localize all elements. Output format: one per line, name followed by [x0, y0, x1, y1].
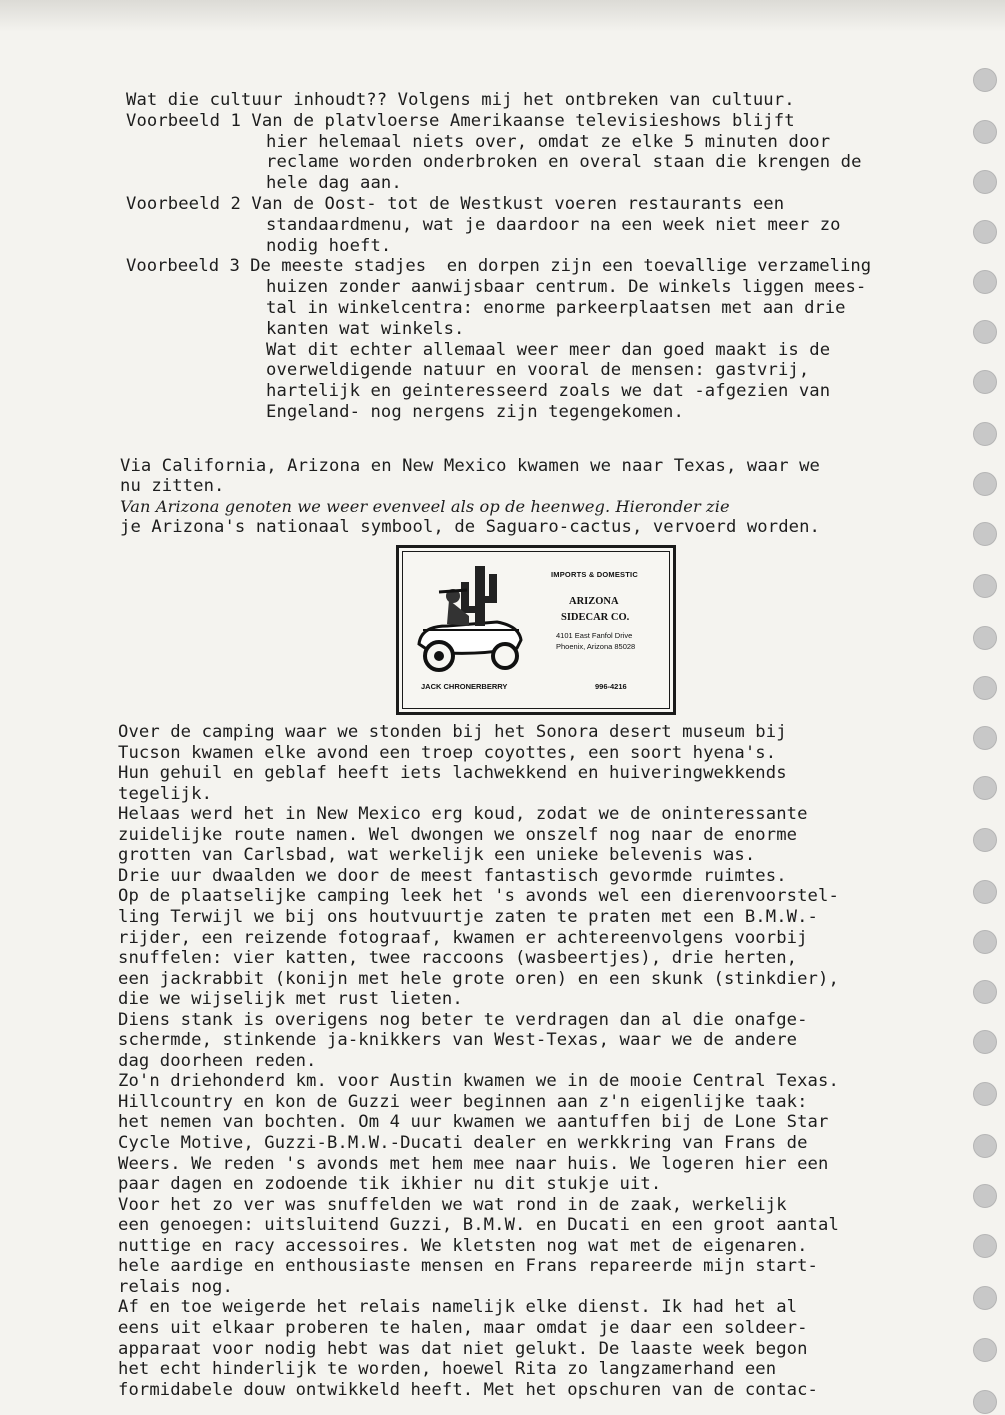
card-address-line-2: Phoenix, Arizona 85028 [556, 642, 636, 651]
binder-hole [973, 676, 997, 700]
text-line: het echt hinderlijk te worden, hoewel Rita zo langzamerhand een [118, 1359, 777, 1380]
text-line: je Arizona's nationaal symbool, de Saguaro-cactus, vervoerd worden. [120, 517, 820, 537]
text-line: Voorbeeld 1 Van de platvloerse Amerikaanse televisieshows blijft [126, 110, 795, 131]
text-line: reclame worden onderbroken en overal staan die krengen de [266, 152, 862, 173]
binder-hole [973, 1234, 997, 1258]
binder-hole [973, 626, 997, 650]
binder-hole [973, 1286, 997, 1310]
binder-hole [973, 68, 997, 92]
text-line: eens uit elkaar proberen te halen, maar omdat je daar een soldeer- [118, 1317, 808, 1338]
binder-hole [973, 930, 997, 954]
binder-hole [973, 1030, 997, 1054]
text-line: dag doorheen reden. [118, 1050, 317, 1071]
text-line: hele aardige en enthousiaste mensen en Frans repareerde mijn start- [118, 1256, 818, 1277]
text-line: paar dagen en zodoende tik ikhier nu dit stukje uit. [118, 1174, 662, 1195]
sidecar-cactus-illustration [409, 556, 539, 682]
text-line: grotten van Carlsbad, wat werkelijk een unieke belevenis was. [118, 845, 756, 866]
binder-hole [973, 170, 997, 194]
text-line: een jackrabbit (konijn met hele grote oren) en een skunk (stinkdier), [118, 968, 839, 989]
page-top-edge [0, 0, 1005, 32]
business-card [396, 545, 676, 715]
card-address-line-1: 4101 East Fanfol Drive [556, 631, 633, 640]
binder-hole [973, 472, 997, 496]
card-contact-name: JACK CHRONERBERRY [421, 682, 508, 691]
binder-hole [973, 1134, 997, 1158]
text-line: rijder, een reizende fotograaf, kwamen er achtereenvolgens voorbij [118, 927, 808, 948]
binder-hole [973, 1184, 997, 1208]
card-company-name-1: ARIZONA [569, 596, 619, 607]
binder-hole [973, 120, 997, 144]
text-line: Diens stank is overigens nog beter te verdragen dan al die onafge- [118, 1009, 808, 1030]
binder-hole [973, 522, 997, 546]
binder-hole [973, 880, 997, 904]
binder-hole [973, 422, 997, 446]
text-line: Over de camping waar we stonden bij het Sonora desert museum bij [118, 722, 787, 742]
binder-hole [973, 980, 997, 1004]
text-line: Helaas werd het in New Mexico erg koud, zodat we de oninteressante [118, 804, 808, 825]
text-line: hele dag aan. [266, 173, 402, 194]
binder-hole [973, 1338, 997, 1362]
text-line: Via California, Arizona en New Mexico kwamen we naar Texas, waar we [120, 456, 820, 476]
text-line: apparaat voor nodig hebt was dat niet gelukt. De laaste week begon [118, 1338, 808, 1359]
text-line: Van Arizona genoten we weer evenveel als op de heenweg. Hieronder zie [120, 497, 730, 516]
text-line: hartelijk en geinteresseerd zoals we dat -afgezien van [266, 381, 831, 402]
binder-hole [973, 370, 997, 394]
text-line: schermde, stinkende ja-knikkers van West-Texas, waar we de andere [118, 1030, 798, 1051]
text-line: Weers. We reden 's avonds met hem mee naar huis. We logeren hier een [118, 1153, 829, 1174]
binder-hole [973, 320, 997, 344]
text-line: Hun gehuil en geblaf heeft iets lachwekkend en huiveringwekkends [118, 763, 787, 784]
text-line: Wat die cultuur inhoudt?? Volgens mij het ontbreken van cultuur. [126, 90, 795, 110]
card-company-name-2: SIDECAR CO. [561, 612, 630, 623]
text-line: nu zitten. [120, 476, 225, 496]
text-line: het nemen van bochten. Om 4 uur kwamen we aantuffen bij de Lone Star [118, 1112, 829, 1133]
text-line: Engeland- nog nergens zijn tegengekomen. [266, 402, 684, 422]
text-line: huizen zonder aanwijsbaar centrum. De winkels liggen mees- [266, 277, 867, 298]
text-line: nuttige en racy accessoires. We kletsten nog wat met de eigenaren. [118, 1235, 808, 1256]
binder-hole [973, 828, 997, 852]
binder-hole [973, 270, 997, 294]
text-line: formidabele douw ontwikkeld heeft. Met het opschuren van de contac- [118, 1379, 818, 1400]
text-line: tegelijk. [118, 783, 213, 804]
text-line: tal in winkelcentra: enorme parkeerplaatsen met aan drie [266, 298, 846, 318]
text-line: Drie uur dwaalden we door de meest fantastisch gevormde ruimtes. [118, 865, 787, 886]
text-line: zuidelijke route namen. Wel dwongen we onszelf nog naar de enorme [118, 824, 798, 845]
text-line: Voorbeeld 3 De meeste stadjes en dorpen zijn een toevallige verzameling [126, 256, 872, 277]
text-line: relais nog. [118, 1276, 233, 1297]
text-line: Wat dit echter allemaal weer meer dan goed maakt is de [266, 339, 831, 360]
text-line: overweldigende natuur en vooral de mensen: gastvrij, [266, 360, 810, 381]
text-line: standaardmenu, wat je daardoor na een week niet meer zo [266, 214, 841, 235]
binder-hole [973, 776, 997, 800]
binder-hole [973, 1390, 997, 1414]
text-line: Zo'n driehonderd km. voor Austin kwamen we in de mooie Central Texas. [118, 1071, 839, 1092]
text-line: kanten wat winkels. [266, 318, 465, 339]
text-line: Hillcountry en kon de Guzzi weer beginnen aan z'n eigenlijke taak: [118, 1091, 808, 1112]
card-phone: 996-4216 [595, 682, 627, 691]
text-line: Voor het zo ver was snuffelden we wat rond in de zaak, werkelijk [118, 1194, 787, 1215]
card-tagline: IMPORTS & DOMESTIC [551, 570, 638, 579]
text-line: een genoegen: uitsluitend Guzzi, B.M.W. en Ducati en een groot aantal [118, 1215, 839, 1236]
text-line: snuffelen: vier katten, twee raccoons (wasbeertjes), drie herten, [118, 948, 798, 969]
binder-hole [973, 220, 997, 244]
text-line: Af en toe weigerde het relais namelijk elke dienst. Ik had het al [118, 1297, 798, 1318]
text-line: ling Terwijl we bij ons houtvuurtje zaten te praten met een B.M.W.- [118, 906, 818, 927]
text-line: nodig hoeft. [266, 235, 392, 256]
text-line: die we wijselijk met rust lieten. [118, 989, 463, 1010]
text-line: Tucson kwamen elke avond een troep coyottes, een soort hyena's. [118, 742, 777, 763]
binder-hole [973, 1082, 997, 1106]
text-line: Voorbeeld 2 Van de Oost- tot de Westkust voeren restaurants een [126, 194, 785, 214]
binder-hole [973, 574, 997, 598]
text-line: hier helemaal niets over, omdat ze elke 5 minuten door [266, 131, 831, 152]
text-line: Cycle Motive, Guzzi-B.M.W.-Ducati dealer en werkkring van Frans de [118, 1133, 808, 1153]
binder-hole [973, 726, 997, 750]
text-line: Op de plaatselijke camping leek het 's avonds wel een dierenvoorstel- [118, 886, 839, 907]
